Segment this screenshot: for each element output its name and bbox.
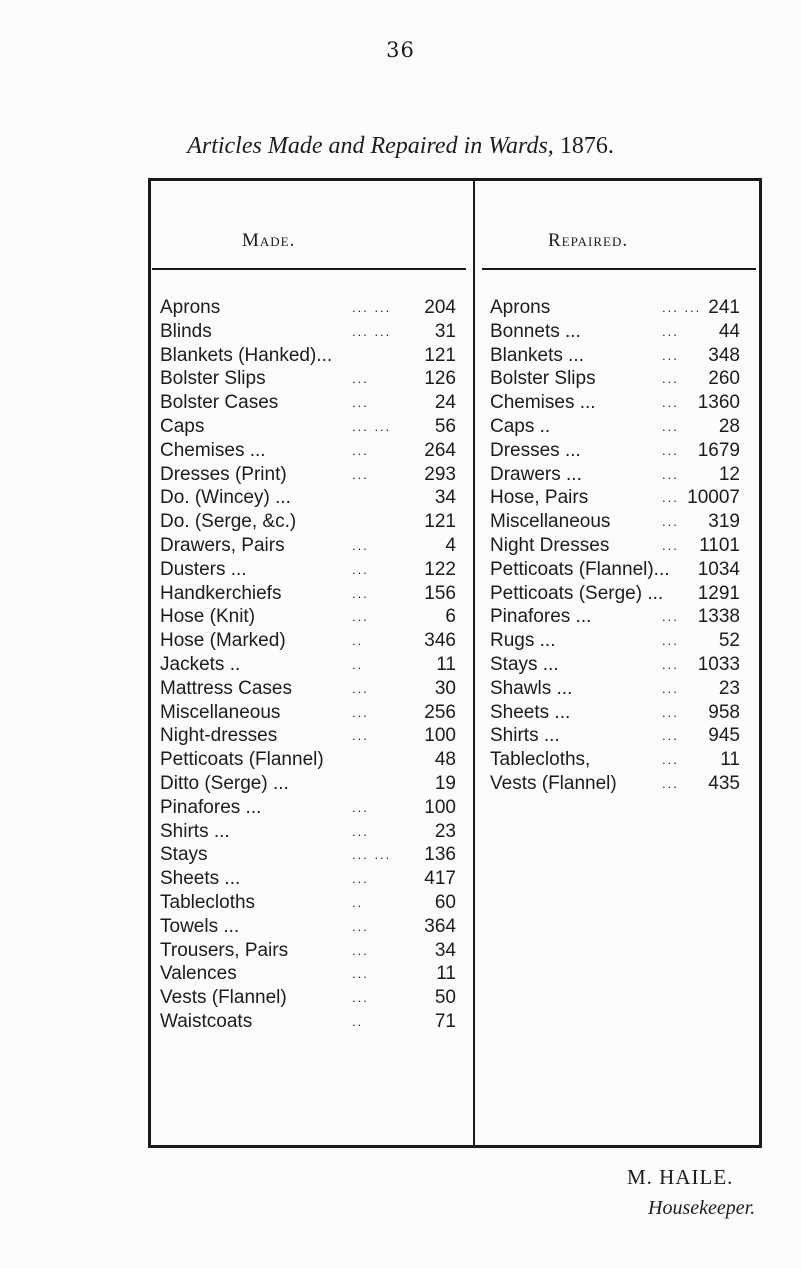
repaired-item-name: Hose, Pairs	[490, 487, 589, 509]
made-item-count: 100	[424, 796, 456, 818]
made-row	[160, 844, 456, 866]
made-leader-dots: ...	[352, 728, 369, 744]
made-item-count: 122	[424, 558, 456, 580]
repaired-item-count: 11	[720, 749, 740, 771]
made-row	[160, 321, 456, 343]
made-item-name: Sheets ...	[160, 868, 241, 890]
made-item-count: 4	[445, 535, 456, 556]
repaired-row	[490, 583, 740, 605]
made-item-name: Pinafores ...	[160, 796, 262, 818]
repaired-item-name: Rugs ...	[490, 630, 556, 652]
repaired-leader-dots: ...	[662, 419, 679, 434]
made-item-count: 60	[434, 892, 456, 913]
made-row	[160, 654, 456, 676]
made-item-name: Do. (Serge, &c.)	[160, 511, 297, 533]
made-row	[160, 773, 456, 795]
made-row	[160, 1011, 456, 1033]
made-row	[160, 297, 456, 319]
made-item-name: Dusters ...	[160, 558, 247, 580]
repaired-item-name: Pinafores ...	[490, 606, 592, 628]
repaired-item-name: Caps ..	[490, 416, 551, 437]
made-row	[160, 392, 456, 414]
made-row	[160, 535, 456, 557]
repaired-item-name: Shawls ...	[490, 677, 573, 699]
made-item-name: Bolster Slips	[160, 368, 266, 390]
made-leader-dots: ... ...	[352, 419, 392, 434]
repaired-row	[490, 606, 740, 628]
repaired-row	[490, 321, 740, 343]
made-item-name: Vests (Flannel)	[160, 987, 287, 1009]
repaired-item-name: Blankets ...	[490, 344, 584, 366]
made-item-name: Hose (Marked)	[160, 630, 286, 652]
repaired-item-count: 23	[718, 677, 740, 699]
made-row	[160, 892, 456, 914]
made-leader-dots: ..	[352, 657, 364, 672]
repaired-row	[490, 511, 740, 533]
repaired-leader-dots: ...	[662, 466, 679, 482]
repaired-item-count: 10007	[687, 487, 740, 509]
made-row	[160, 606, 456, 628]
repaired-leader-dots: ...	[662, 490, 679, 506]
repaired-row	[490, 678, 740, 700]
column-divider	[473, 180, 475, 1146]
made-item-count: 50	[434, 987, 456, 1009]
repaired-leader-dots: ...	[662, 371, 679, 387]
made-row	[160, 559, 456, 581]
repaired-item-count: 348	[708, 344, 740, 366]
repaired-item-name: Drawers ...	[490, 463, 582, 485]
made-leader-dots: ...	[352, 942, 369, 958]
made-leader-dots: ...	[352, 966, 369, 982]
made-leader-dots: ...	[352, 395, 369, 411]
repaired-row	[490, 416, 740, 438]
made-item-count: 11	[436, 654, 456, 675]
made-item-name: Do. (Wincey) ...	[160, 487, 291, 509]
repaired-item-count: 945	[708, 725, 740, 747]
repaired-leader-dots: ...	[662, 442, 679, 458]
made-item-count: 364	[424, 915, 456, 937]
repaired-row	[490, 368, 740, 390]
made-row	[160, 630, 456, 652]
made-row	[160, 868, 456, 890]
repaired-heading-rule	[482, 268, 756, 270]
made-item-count: 293	[424, 463, 456, 485]
repaired-leader-dots: ...	[662, 680, 679, 696]
made-leader-dots: ...	[352, 799, 369, 815]
made-row	[160, 916, 456, 938]
made-leader-dots: ...	[352, 371, 369, 387]
repaired-leader-dots: ...	[662, 514, 679, 530]
repaired-row	[490, 630, 740, 652]
made-leader-dots: ... ...	[352, 323, 392, 339]
repaired-item-count: 1679	[697, 439, 740, 461]
made-row	[160, 345, 456, 367]
made-row	[160, 725, 456, 747]
repaired-item-count: 319	[708, 511, 740, 533]
made-item-count: 19	[434, 773, 456, 794]
made-leader-dots: ...	[352, 918, 369, 934]
made-item-count: 34	[434, 939, 456, 961]
title-text: Articles Made and Repaired in Wards,	[187, 133, 554, 159]
repaired-leader-dots: ...	[662, 323, 679, 339]
made-leader-dots: ... ...	[352, 847, 392, 863]
repaired-leader-dots: ...	[662, 395, 679, 411]
made-leader-dots: ...	[352, 704, 369, 720]
repaired-row	[490, 487, 740, 509]
repaired-row	[490, 345, 740, 367]
made-item-name: Waistcoats	[160, 1011, 253, 1032]
made-item-name: Ditto (Serge) ...	[160, 773, 289, 794]
repaired-item-count: 1360	[697, 392, 740, 414]
made-item-name: Petticoats (Flannel)	[160, 749, 324, 771]
made-item-name: Towels ...	[160, 915, 240, 937]
made-item-name: Bolster Cases	[160, 392, 279, 414]
repaired-item-name: Sheets ...	[490, 701, 571, 723]
made-item-count: 23	[434, 820, 456, 842]
repaired-item-name: Shirts ...	[490, 725, 560, 747]
repaired-row	[490, 297, 740, 319]
repaired-item-count: 435	[708, 773, 740, 794]
made-item-name: Hose (Knit)	[160, 606, 256, 628]
signature-role: Housekeeper.	[648, 1197, 756, 1219]
made-row	[160, 940, 456, 962]
made-item-count: 204	[424, 297, 456, 318]
made-item-count: 100	[424, 725, 456, 747]
made-item-count: 136	[424, 844, 456, 866]
made-item-name: Tablecloths	[160, 892, 256, 913]
repaired-row	[490, 559, 740, 581]
repaired-row	[490, 773, 740, 795]
made-item-name: Dresses (Print)	[160, 463, 287, 485]
made-leader-dots: ...	[352, 680, 369, 696]
repaired-leader-dots: ...	[662, 347, 679, 363]
made-item-name: Drawers, Pairs	[160, 535, 285, 556]
made-item-count: 6	[445, 606, 456, 628]
made-leader-dots: ...	[352, 990, 369, 1006]
made-row	[160, 368, 456, 390]
made-item-count: 11	[436, 963, 456, 985]
repaired-item-name: Petticoats (Serge) ...	[490, 582, 664, 604]
repaired-leader-dots: ...	[662, 609, 679, 625]
made-item-count: 48	[434, 749, 456, 771]
made-item-name: Stays	[160, 844, 208, 866]
repaired-item-name: Bolster Slips	[490, 368, 596, 390]
made-row	[160, 464, 456, 486]
made-leader-dots: ...	[352, 871, 369, 887]
made-row	[160, 487, 456, 509]
made-row	[160, 678, 456, 700]
repaired-item-count: 44	[718, 320, 740, 342]
made-heading-rule	[152, 268, 466, 270]
repaired-row	[490, 535, 740, 557]
page-title	[0, 133, 801, 160]
made-leader-dots: ..	[352, 1014, 364, 1029]
repaired-heading: Repaired.	[548, 230, 629, 251]
made-row	[160, 416, 456, 438]
made-row	[160, 702, 456, 724]
made-item-count: 24	[434, 392, 456, 414]
made-item-count: 31	[434, 320, 456, 342]
made-row	[160, 821, 456, 843]
made-item-count: 156	[424, 582, 456, 604]
repaired-row	[490, 654, 740, 676]
made-item-name: Jackets ..	[160, 654, 241, 675]
repaired-item-count: 1291	[697, 582, 740, 604]
repaired-leader-dots: ...	[662, 538, 679, 553]
repaired-row	[490, 392, 740, 414]
made-item-name: Blankets (Hanked)...	[160, 344, 333, 366]
signature-name: M. HAILE.	[627, 1165, 734, 1189]
made-item-name: Mattress Cases	[160, 677, 292, 699]
repaired-item-name: Night Dresses	[490, 535, 610, 556]
made-item-count: 121	[424, 511, 456, 533]
repaired-item-count: 28	[718, 416, 740, 437]
made-row	[160, 987, 456, 1009]
made-item-count: 256	[424, 701, 456, 723]
made-item-count: 417	[424, 868, 456, 890]
title-year: 1876.	[559, 133, 614, 159]
repaired-leader-dots: ...	[662, 633, 679, 649]
made-row	[160, 749, 456, 771]
made-item-count: 56	[434, 416, 456, 437]
made-row	[160, 583, 456, 605]
repaired-item-name: Vests (Flannel)	[490, 773, 617, 794]
made-leader-dots: ...	[352, 823, 369, 839]
repaired-leader-dots: ...	[662, 657, 679, 672]
repaired-item-name: Petticoats (Flannel)...	[490, 558, 670, 580]
made-leader-dots: ..	[352, 895, 364, 910]
made-item-name: Valences	[160, 963, 237, 985]
repaired-item-name: Stays ...	[490, 654, 559, 675]
repaired-row	[490, 725, 740, 747]
made-row	[160, 797, 456, 819]
repaired-row	[490, 464, 740, 486]
made-row	[160, 440, 456, 462]
repaired-item-count: 1033	[697, 654, 740, 675]
made-item-name: Miscellaneous	[160, 701, 281, 723]
made-item-name: Chemises ...	[160, 439, 266, 461]
repaired-item-count: 241	[708, 297, 740, 318]
made-item-name: Aprons	[160, 297, 221, 318]
made-leader-dots: ...	[352, 538, 369, 553]
repaired-row	[490, 440, 740, 462]
repaired-item-name: Aprons	[490, 297, 551, 318]
repaired-item-name: Bonnets ...	[490, 320, 581, 342]
repaired-item-count: 12	[718, 463, 740, 485]
repaired-item-count: 958	[708, 701, 740, 723]
made-item-name: Caps	[160, 416, 205, 437]
repaired-item-count: 52	[718, 630, 740, 652]
repaired-leader-dots: ...	[662, 776, 679, 791]
repaired-item-count: 1034	[697, 558, 740, 580]
made-item-name: Night-dresses	[160, 725, 278, 747]
repaired-item-name: Tablecloths,	[490, 749, 591, 771]
made-item-count: 71	[434, 1011, 456, 1032]
made-leader-dots: ...	[352, 585, 369, 601]
repaired-row	[490, 749, 740, 771]
made-leader-dots: ...	[352, 466, 369, 482]
made-item-name: Handkerchiefs	[160, 582, 282, 604]
repaired-leader-dots: ...	[662, 752, 679, 768]
repaired-leader-dots: ...	[662, 704, 679, 720]
made-heading: Made.	[242, 230, 296, 251]
made-item-name: Blinds	[160, 320, 212, 342]
made-item-count: 121	[424, 344, 456, 366]
repaired-item-name: Dresses ...	[490, 439, 581, 461]
made-item-count: 34	[434, 487, 456, 509]
repaired-row	[490, 702, 740, 724]
made-row	[160, 963, 456, 985]
made-leader-dots: ..	[352, 633, 364, 649]
made-leader-dots: ...	[352, 442, 369, 458]
made-item-count: 126	[424, 368, 456, 390]
made-item-name: Shirts ...	[160, 820, 230, 842]
repaired-item-count: 1338	[697, 606, 740, 628]
repaired-item-count: 1101	[699, 535, 740, 556]
made-item-count: 346	[424, 630, 456, 652]
made-row	[160, 511, 456, 533]
page-number: 36	[386, 38, 415, 62]
made-item-count: 30	[434, 677, 456, 699]
made-leader-dots: ...	[352, 561, 369, 577]
made-leader-dots: ... ...	[352, 300, 392, 315]
repaired-leader-dots: ... ...	[662, 300, 702, 315]
repaired-item-name: Chemises ...	[490, 392, 596, 414]
repaired-leader-dots: ...	[662, 728, 679, 744]
made-item-name: Trousers, Pairs	[160, 939, 289, 961]
made-item-count: 264	[424, 439, 456, 461]
repaired-item-count: 260	[708, 368, 740, 390]
made-leader-dots: ...	[352, 609, 369, 625]
repaired-item-name: Miscellaneous	[490, 511, 611, 533]
